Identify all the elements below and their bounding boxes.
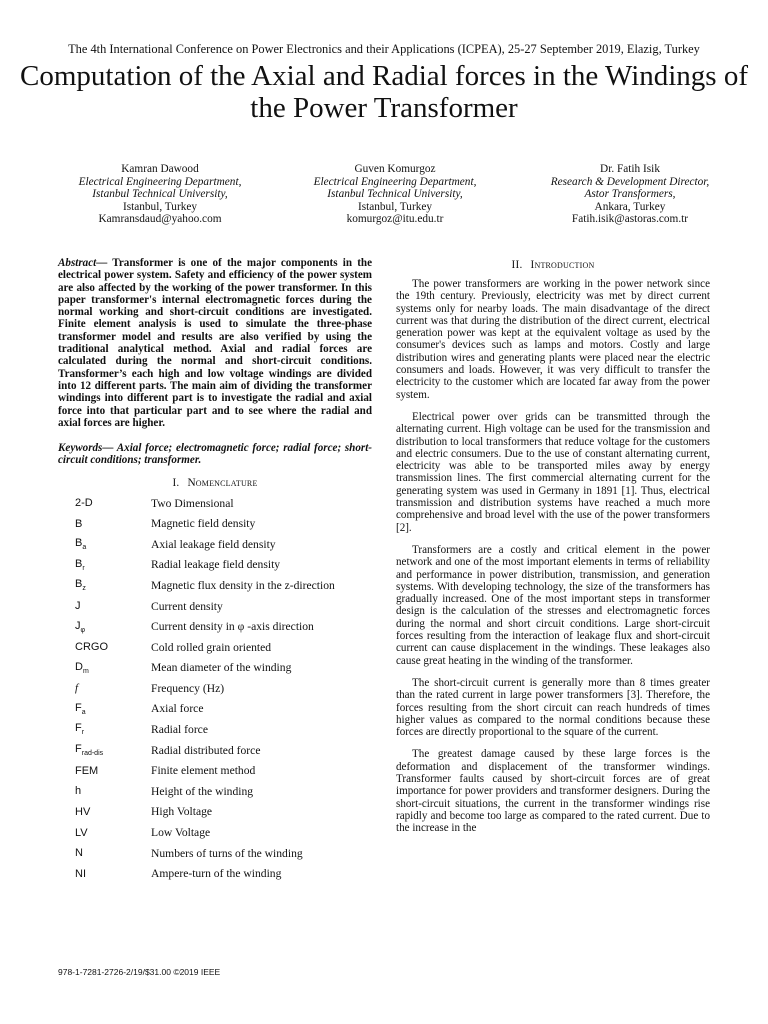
intro-paragraph: The short-circuit current is generally more than 8 times greater than the rated current in large power transformers [3]. Therefore, the forces resulting from the short circuit can reach hundreds of times higher values as compared to the normal conditions because these forces are directly proportional to the square of the current. xyxy=(396,676,710,739)
author-institution: Istanbul Technical University, xyxy=(92,188,228,201)
symbol-text: f xyxy=(75,682,79,695)
nomenclature-row xyxy=(58,822,372,843)
intro-paragraph: Transformers are a costly and critical element in the power network and one of the most important elements in terms of reliability and performance in power distribution, transmission, and generation systems. With developing technology, the size of the transformers has gradually increased. One of the most important steps in transformer design is the calculation of the stresses and electromagnetic forces during the normal and short circuit conditions. Large short-circuit forces resulting from the interaction of leakage flux and short-circuit current can cause displacement in the windings. These leakages also cause great heating in the winding of the transformer. xyxy=(396,543,710,667)
nomenclature-symbol xyxy=(58,596,151,617)
nomenclature-symbol xyxy=(58,534,151,555)
nomenclature-definition: Low Voltage xyxy=(151,826,211,840)
symbol-subscript: r xyxy=(82,564,85,572)
nomenclature-row xyxy=(58,513,372,534)
symbol-text: J xyxy=(75,619,81,632)
keywords-text: Axial force; electromagnetic force; radial force; short-circuit conditions; transformer. xyxy=(58,442,372,467)
nomenclature-definition: Ampere-turn of the winding xyxy=(151,867,282,881)
nomenclature-symbol xyxy=(58,616,151,637)
symbol-text: F xyxy=(75,722,82,735)
nomenclature-row xyxy=(58,781,372,802)
symbol-text: D xyxy=(75,660,83,673)
nomenclature-row xyxy=(58,760,372,781)
symbol-text: B xyxy=(75,537,83,550)
symbol-subscript: a xyxy=(82,544,87,552)
author-3 xyxy=(520,163,740,226)
author-name: Guven Komurgoz xyxy=(354,163,436,175)
nomenclature-definition: Two Dimensional xyxy=(151,496,234,510)
author-email: Kamransdaud@yahoo.com xyxy=(98,213,222,226)
symbol-text: HV xyxy=(75,805,91,818)
nomenclature-symbol xyxy=(58,575,151,596)
section-number: II. xyxy=(511,259,523,271)
nomenclature-symbol xyxy=(58,719,151,740)
nomenclature-definition: High Voltage xyxy=(151,805,213,819)
author-city: Istanbul, Turkey xyxy=(357,200,433,213)
nomenclature-definition: Current density xyxy=(151,599,223,613)
author-name: Dr. Fatih Isik xyxy=(600,163,660,175)
symbol-text: h xyxy=(75,785,82,798)
symbol-text: N xyxy=(75,847,83,860)
symbol-text: LV xyxy=(75,826,88,839)
author-department: Electrical Engineering Department, xyxy=(78,175,242,188)
nomenclature-symbol xyxy=(58,658,151,679)
symbol-text: J xyxy=(75,600,81,613)
symbol-text: CRGO xyxy=(75,641,108,654)
nomenclature-definition: Height of the winding xyxy=(151,784,254,798)
symbol-text: F xyxy=(75,743,82,756)
nomenclature-definition: Numbers of turns of the winding xyxy=(151,846,303,860)
nomenclature-row xyxy=(58,658,372,679)
author-institution: Istanbul Technical University, xyxy=(327,188,463,201)
nomenclature-definition: Cold rolled grain oriented xyxy=(151,640,272,654)
nomenclature-row xyxy=(58,596,372,617)
nomenclature-row xyxy=(58,616,372,637)
intro-paragraph: Electrical power over grids can be transmitted through the alternating current. High voltage can be used for the transmission and distribution to local transformers that reduce voltage for the customers and electric consumers. Due to the use of constant alternating current, electricity was able to be transported miles away by energy transmission lines. The first commercial alternating current for the generating system was used in Germany in 1891 [1]. Thus, electrical transmission and distribution systems have reached a much more comprehensive and broad level with the use of the power transformers [2]. xyxy=(396,410,710,534)
nomenclature-symbol xyxy=(58,637,151,658)
nomenclature-row xyxy=(58,534,372,555)
author-1 xyxy=(50,163,270,226)
nomenclature-row xyxy=(58,555,372,576)
nomenclature-definition: Finite element method xyxy=(151,764,256,778)
nomenclature-definition: Radial force xyxy=(151,723,208,737)
symbol-subscript: rad-dis xyxy=(81,750,104,758)
nomenclature-definition: Magnetic field density xyxy=(151,517,256,531)
symbol-text: B xyxy=(75,578,83,591)
symbol-subscript: a xyxy=(81,709,86,717)
nomenclature-symbol xyxy=(58,822,151,843)
right-column xyxy=(396,257,710,844)
keywords-label: Keywords— xyxy=(58,442,114,455)
nomenclature-definition: Current density in φ -axis direction xyxy=(151,620,314,634)
nomenclature-symbol xyxy=(58,493,151,514)
author-city: Istanbul, Turkey xyxy=(122,200,198,213)
nomenclature-table xyxy=(58,493,372,884)
author-department: Electrical Engineering Department, xyxy=(313,175,477,188)
abstract xyxy=(58,257,372,429)
symbol-subscript: r xyxy=(81,729,85,737)
paper-title: Computation of the Axial and Radial forces in the Windings of the Power Transformer xyxy=(20,60,749,124)
section-heading-nomenclature xyxy=(58,477,372,489)
nomenclature-definition: Magnetic flux density in the z-direction xyxy=(151,578,335,592)
symbol-text: F xyxy=(75,701,82,714)
nomenclature-row xyxy=(58,802,372,823)
author-institution: Astor Transformers, xyxy=(584,188,676,201)
nomenclature-definition: Radial leakage field density xyxy=(151,558,281,572)
section-heading-introduction xyxy=(396,259,710,271)
conference-header: The 4th International Conference on Power Electronics and their Applications (ICPEA), 25-27 September 2019, Elazig, Turkey xyxy=(68,42,700,56)
nomenclature-definition: Radial distributed force xyxy=(151,743,261,757)
symbol-subscript: z xyxy=(82,585,86,593)
symbol-text: B xyxy=(75,517,83,530)
author-name: Kamran Dawood xyxy=(121,163,199,175)
section-number: I. xyxy=(172,476,180,489)
abstract-label: Abstract— xyxy=(58,257,108,269)
nomenclature-symbol xyxy=(58,802,151,823)
nomenclature-row xyxy=(58,740,372,761)
nomenclature-symbol xyxy=(58,513,151,534)
symbol-text: NI xyxy=(75,867,86,880)
nomenclature-symbol xyxy=(58,843,151,864)
nomenclature-symbol xyxy=(58,555,151,576)
keywords xyxy=(58,442,372,467)
author-2 xyxy=(285,163,505,226)
nomenclature-definition: Axial leakage field density xyxy=(151,537,276,551)
section-title: Introduction xyxy=(530,259,595,271)
nomenclature-row xyxy=(58,699,372,720)
author-city: Ankara, Turkey xyxy=(594,200,666,213)
symbol-text: 2-D xyxy=(75,497,93,510)
nomenclature-definition: Frequency (Hz) xyxy=(151,681,225,695)
nomenclature-row xyxy=(58,678,372,699)
author-email: komurgoz@itu.edu.tr xyxy=(346,213,444,226)
nomenclature-symbol xyxy=(58,781,151,802)
nomenclature-symbol xyxy=(58,740,151,761)
nomenclature-row xyxy=(58,719,372,740)
nomenclature-symbol xyxy=(58,760,151,781)
author-department: Research & Development Director, xyxy=(550,175,710,188)
nomenclature-symbol xyxy=(58,678,151,699)
nomenclature-row xyxy=(58,493,372,514)
left-column xyxy=(58,257,372,884)
symbol-subscript: φ xyxy=(80,626,86,634)
abstract-text: Transformer is one of the major components in the electrical power system. Safety and efficiency of the power system are also affected by the working of the power transformer. In this paper transformer's internal electromagnetic forces during the normal working and short-circuit conditions are investigated. Finite element analysis is used to simulate the three-phase transformer model and results are also verified by using the traditional analytical method. Axial and radial forces are calculated during the normal and short-circuit conditions. Transformer’s each high and low voltage windings are divided into 12 different parts. The main aim of dividing the transformer windings into different part is to investigate the radial and axial force into that particular part and to see where the radial and axial forces are higher. xyxy=(58,257,372,429)
nomenclature-row xyxy=(58,575,372,596)
nomenclature-row xyxy=(58,863,372,884)
copyright-footer: 978-1-7281-2726-2/19/$31.00 ©2019 IEEE xyxy=(58,967,221,977)
nomenclature-symbol xyxy=(58,863,151,884)
section-title: Nomenclature xyxy=(187,476,258,489)
author-block xyxy=(50,163,740,226)
nomenclature-symbol xyxy=(58,699,151,720)
intro-paragraph: The power transformers are working in the power network since the 19th century. Previously, electricity was met by direct current systems only for nearby loads. The main disadvantage of the direct current was that during the distribution of the direct current, electrical generation power was kept at the equivalent voltage as used by the consumer's devices such as lamps and motors. Costly and large distribution wires and generating plants were placed near the electric consumers and loads. However, it was very difficult to transfer the electricity to the customer which are located far away from the power system. xyxy=(396,278,710,401)
nomenclature-row xyxy=(58,637,372,658)
symbol-text: FEM xyxy=(75,764,99,777)
nomenclature-definition: Axial force xyxy=(151,702,204,716)
nomenclature-row xyxy=(58,843,372,864)
author-email: Fatih.isik@astoras.com.tr xyxy=(571,213,689,226)
symbol-subscript: m xyxy=(82,667,89,675)
nomenclature-definition: Mean diameter of the winding xyxy=(151,661,292,675)
symbol-text: B xyxy=(75,557,83,570)
intro-paragraph: The greatest damage caused by these large forces is the deformation and displacement of the transformer windings. Transformer faults caused by short-circuit forces are of great importance for power providers and transformer designers. During the short-circuit situations, the current in the transformer windings rise rapidly and become too large as compared to the rated current. Due to the increase in the xyxy=(396,748,710,835)
